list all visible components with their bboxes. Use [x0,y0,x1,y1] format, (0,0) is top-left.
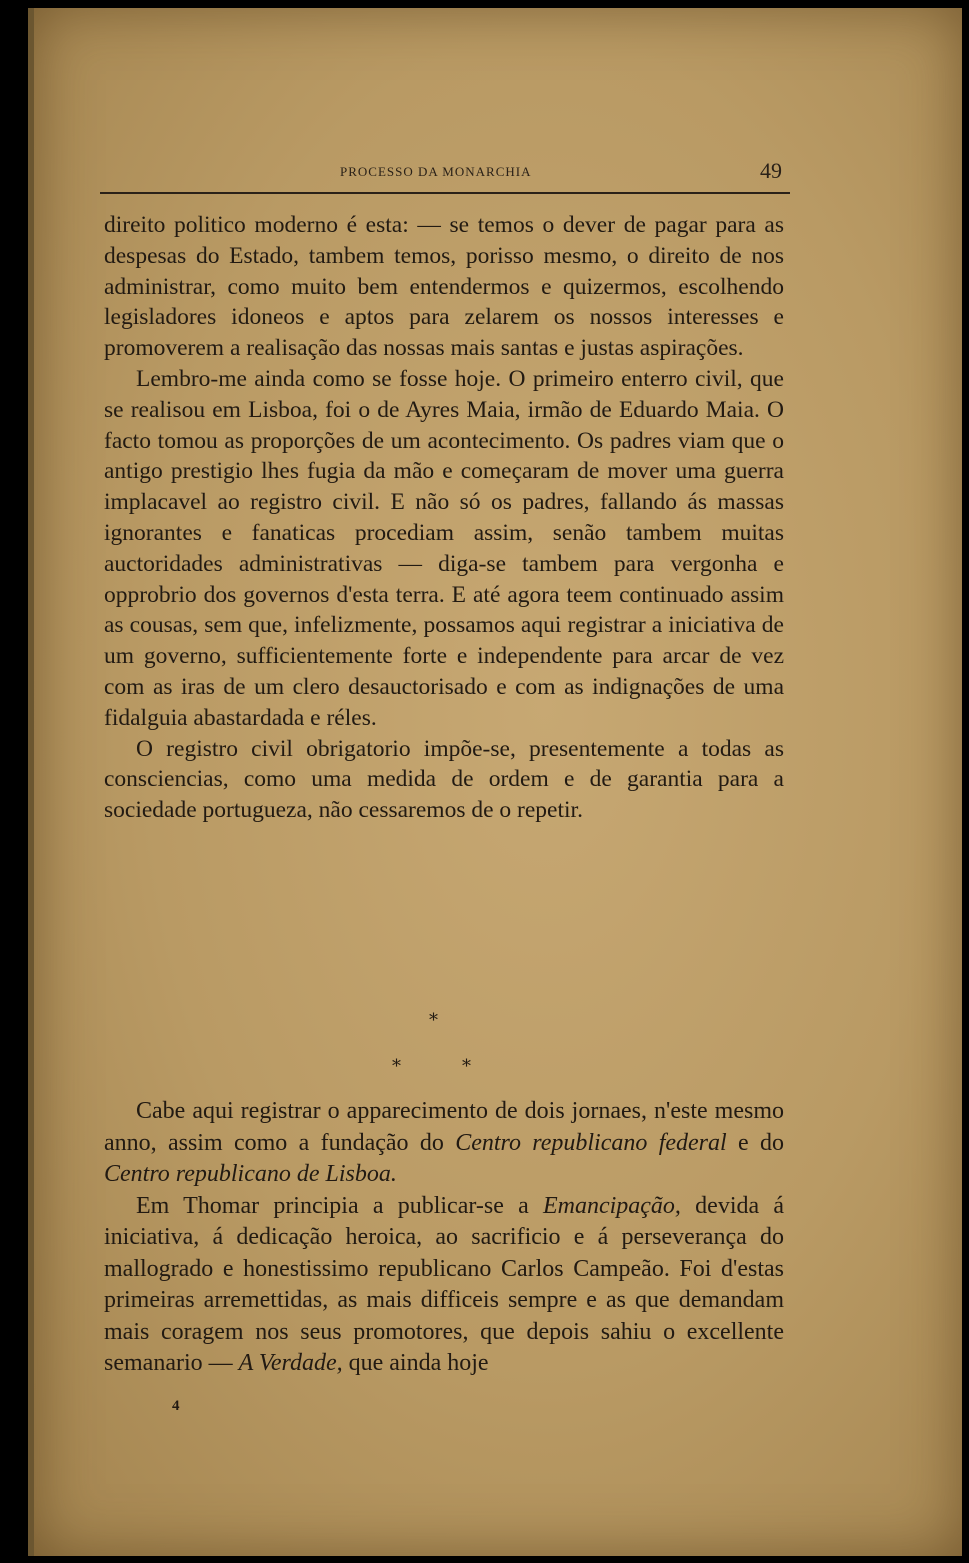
p4-italic-centro-lisboa: Centro republicano de Lisboa. [104,1161,397,1187]
p4-text-c: e do [726,1129,784,1156]
signature-mark: 4 [172,1398,180,1414]
asterisk-left: * [392,1056,401,1077]
p4-text-a: Cabe aqui registrar o apparecimento de dois jornaes, n'este mesmo anno, assim como a fundação do [104,1098,784,1156]
section-ornament [104,1010,784,1080]
p5-text-c: devida á iniciativa, á dedicação heroica, ao sacrificio e á perseverança do mallogrado e honestissimo republicano Carlos Campeão. Foi d'estas primeiras arremettidas, as mais difficeis sempre e as que demandam mais coragem nos seus promotores, que depois sahiu o excellente semanario — [104,1192,785,1376]
p4-italic-centro-federal: Centro republicano federal [455,1129,727,1156]
p5-italic-verdade: A Verdade, [238,1350,343,1376]
section-2-text [104,1096,784,1380]
p5-italic-emancipacao: Emancipação, [542,1192,681,1219]
paragraph-1: direito politico moderno é esta: — se temos o dever de pagar para as despesas do Estado, tambem temos, porisso mesmo, o direito de nos administrar, como muito bem entendermos e quizermos, escolhendo legisladores idoneos e aptos para zelarem os nossos interesses e promoverem a realisação das nossas mais santas e justas aspirações. [104,212,784,362]
asterisk-top: * [429,1010,438,1031]
paragraph-3: O registro civil obrigatorio impõe-se, presentemente a todas as consciencias, como uma medida de ordem e de garantia para a sociedade portugueza, não cessaremos de o repetir. [104,735,784,824]
paragraph-5 [104,1191,784,1380]
body-text [104,210,784,826]
asterisk-right: * [462,1056,471,1077]
paragraph-4 [104,1096,784,1191]
page-number: 49 [760,158,782,183]
p5-text-e: que ainda hoje [342,1350,489,1376]
p5-text-a: Em Thomar principia a publicar-se a [136,1192,543,1219]
page-header [100,158,790,194]
running-title: PROCESSO DA MONARCHIA [340,164,532,179]
paragraph-2: Lembro-me ainda como se fosse hoje. O primeiro enterro civil, que se realisou em Lisboa, foi o de Ayres Maia, irmão de Eduardo Maia. O facto tomou as proporções de um acontecimento. Os padres viam que o antigo prestigio lhes fugia da mão e começaram de mover uma guerra implacavel ao registro civil. E não só os padres, fallando ás massas ignorantes e fanaticas procediam assim, senão tambem muitas auctoridades administrativas — diga-se tambem para vergonha e opprobrio dos governos d'esta terra. E até agora teem continuado assim as cousas, sem que, infelizmente, possamos aqui registrar a iniciativa de um governo, sufficientemente forte e independente para arcar de vez com as iras de um clero desauctorisado e com as indignações de uma fidalguia abastardada e réles. [104,365,784,731]
